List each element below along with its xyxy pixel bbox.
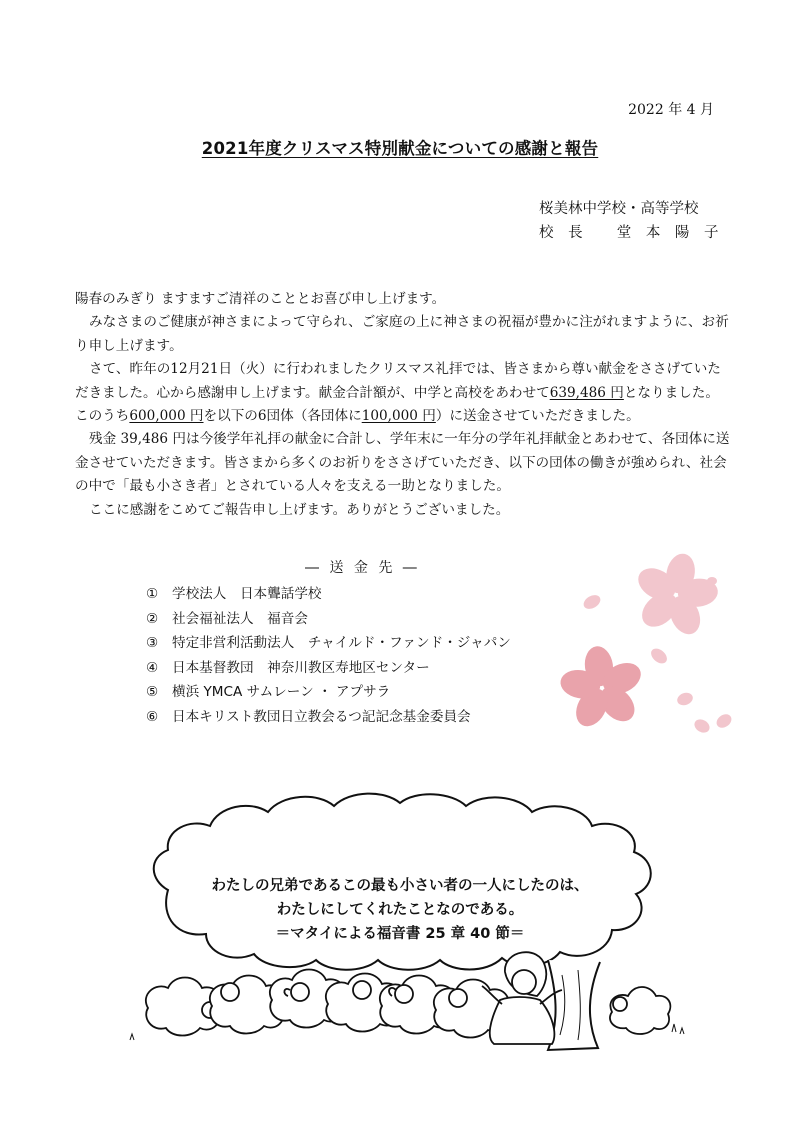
item-number: ③	[146, 635, 159, 652]
recipients-heading: ― 送 金 先 ―	[305, 560, 420, 576]
document-date: 2022 年 4 月	[628, 102, 714, 118]
sheep	[146, 978, 221, 1036]
offering-text-c: を以下の6団体（各団体に	[203, 408, 362, 425]
paragraph-thanks: ここに感謝をこめてご報告申し上げます。ありがとうございました。	[89, 501, 510, 518]
quote-line-2: わたしにしてくれたことなのである。	[276, 902, 524, 918]
item-number: ⑥	[146, 708, 159, 725]
offering-sent: 600,000 円	[129, 408, 204, 425]
offering-each: 100,000 円	[361, 408, 436, 425]
tree-trunk	[548, 960, 600, 1050]
paragraph-remaining: 残金 39,486 円は今後学年礼拝の献金に合計し、学年末に一年分の学年礼拝献金とあわせて、各団体に送金させていただきます。皆さまから多くのお祈りをささげていただき、以下の団体の働きが強められ、社会の中で「最も小さき者」とされている人々を支える一助となりました。	[75, 431, 730, 495]
item-name: 日本キリスト教団日立教会るつ記記念基金委員会	[172, 708, 471, 725]
scripture-quote	[170, 874, 630, 946]
offering-text-b: となりました。このうち	[75, 384, 719, 425]
item-number: ②	[146, 610, 159, 627]
figure-robe	[490, 997, 555, 1044]
item-name: 日本基督教団 神奈川教区寿地区センター	[172, 659, 430, 676]
paragraph-blessing: みなさまのご健康が神さまによって守られ、ご家庭の上に神さまの祝福が豊かに注がれますように、お祈り申し上げます。	[75, 314, 729, 354]
title-text: 2021年度クリスマス特別献金についての感謝と報告	[201, 139, 599, 158]
offering-text-a: さて、昨年の12月21日（火）に行われましたクリスマス礼拝では、皆さまから尊い献金をささげていただきました。心から感謝申し上げます。献金合計額が、中学と高校をあわせて	[75, 361, 721, 401]
item-name: 特定非営利活動法人 チャイルド・ファンド・ジャパン	[172, 635, 511, 652]
signature-school: 桜美林中学校・高等学校	[539, 201, 699, 217]
item-name: 社会福祉法人 福音会	[172, 610, 308, 627]
offering-total: 639,486 円	[549, 384, 624, 401]
sheep	[610, 987, 670, 1034]
item-name: 横浜 YMCA サムレーン ・ アプサラ	[172, 684, 391, 701]
item-number: ⑤	[146, 684, 159, 701]
offering-text-d: ）に送金させていただきました。	[435, 408, 640, 425]
signature-principal: 校 長 堂 本 陽 子	[539, 225, 724, 241]
figure-face	[512, 970, 536, 994]
paragraph-greeting: 陽春のみぎり ますますご清祥のこととお喜び申し上げます。	[75, 291, 446, 307]
quote-citation: ＝マタイによる福音書 25 章 40 節＝	[275, 926, 525, 942]
quote-line-1: わたしの兄弟であるこの最も小さい者の一人にしたのは、	[211, 878, 589, 894]
item-number: ①	[146, 586, 159, 602]
item-name: 学校法人 日本聾話学校	[172, 586, 322, 602]
item-number: ④	[146, 659, 159, 676]
